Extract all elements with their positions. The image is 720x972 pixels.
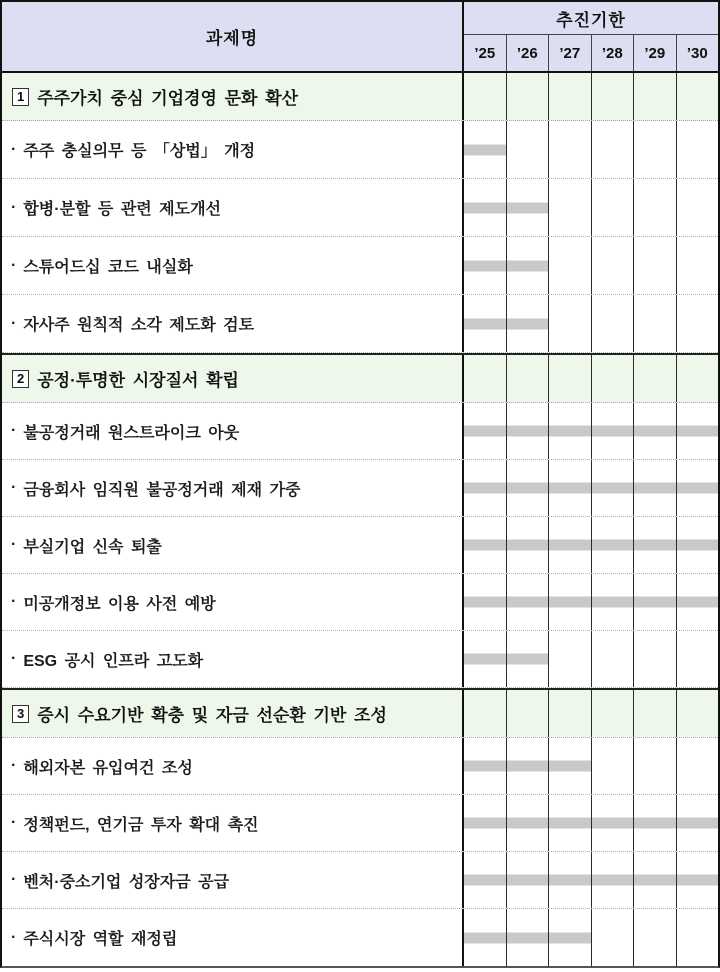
task-column-header: 과제명 (205, 29, 259, 48)
section-number-box: 1 (12, 88, 29, 106)
section-title-text: 증시 수요기반 확충 및 자금 선순환 기반 조성 (37, 706, 387, 725)
timeline-cells (462, 795, 718, 851)
task-label-cell (2, 460, 462, 516)
task-label-cell (2, 121, 462, 178)
timeline-cells (462, 403, 718, 459)
task-bullet: · (11, 479, 17, 496)
section-row-1 (2, 73, 718, 121)
task-label: ESG 공시 인프라 고도화 (23, 652, 204, 670)
task-label: 불공정거래 원스트라이크 아웃 (23, 424, 240, 442)
task-label-cell (2, 738, 462, 794)
task-label: 해외자본 유입여건 조성 (23, 759, 193, 777)
task-label-cell (2, 237, 462, 294)
task-bullet: · (11, 256, 17, 274)
task-label-cell (2, 295, 462, 352)
timeline-cells (462, 909, 718, 966)
task-label: 자사주 원칙적 소각 제도화 검토 (23, 317, 255, 334)
section-title-text: 주주가치 중심 기업경영 문화 확산 (37, 89, 299, 108)
task-label-cell (2, 517, 462, 573)
task-label: 스튜어드십 코드 내실화 (23, 259, 193, 276)
task-bullet: · (11, 140, 17, 158)
year-header-cell-29: ’29 (633, 35, 676, 71)
timeline-cells (462, 574, 718, 630)
task-label: 금융회사 임직원 불공정거래 제재 가중 (23, 481, 301, 499)
task-bullet: · (11, 928, 17, 946)
task-label: 정책펀드, 연기금 투자 확대 촉진 (23, 816, 259, 834)
task-bullet: · (11, 650, 17, 667)
task-bullet: · (11, 422, 17, 439)
table-header (2, 2, 718, 73)
section-title-text: 공정·투명한 시장질서 확립 (37, 371, 239, 390)
timeline-cells (462, 460, 718, 516)
timeline-title: 추진기한 (464, 2, 718, 35)
task-label-cell (2, 179, 462, 236)
task-row (2, 237, 718, 295)
task-row (2, 574, 718, 631)
task-bullet: · (11, 314, 17, 332)
task-row (2, 403, 718, 460)
section-row-2 (2, 353, 718, 403)
task-row (2, 121, 718, 179)
task-label: 벤처·중소기업 성장자금 공급 (23, 873, 230, 891)
section-title-1 (2, 73, 462, 120)
timeline-cells (462, 631, 718, 687)
timeline-cells (462, 355, 718, 402)
year-header-cell-26: ’26 (506, 35, 549, 71)
section-title-2 (2, 355, 462, 402)
section-number-box: 3 (12, 705, 29, 723)
timeline-cells (462, 179, 718, 236)
timeline-header (462, 2, 718, 71)
timeline-cells (462, 73, 718, 120)
task-label: 미공개정보 이용 사전 예방 (23, 595, 216, 613)
task-label: 부실기업 신속 퇴출 (23, 538, 162, 556)
task-label-cell (2, 909, 462, 966)
task-row (2, 179, 718, 237)
task-label-cell (2, 852, 462, 908)
task-bullet: · (11, 536, 17, 553)
task-label-cell (2, 631, 462, 687)
year-header-cell-27: ’27 (548, 35, 591, 71)
section-number-box: 2 (12, 370, 29, 388)
year-header-cell-28: ’28 (591, 35, 634, 71)
task-row (2, 795, 718, 852)
timeline-cells (462, 295, 718, 352)
year-header-cell-25: ’25 (474, 44, 496, 62)
task-label: 주주 충실의무 등 「상법」 개정 (23, 143, 256, 160)
timeline-cells (462, 517, 718, 573)
task-bullet: · (11, 198, 17, 216)
task-label: 주식시장 역할 재정립 (23, 931, 178, 948)
year-header-row (464, 35, 718, 71)
task-row (2, 909, 718, 966)
task-row (2, 852, 718, 909)
timeline-cells (462, 690, 718, 737)
timeline-cells (462, 738, 718, 794)
section-title-3 (2, 690, 462, 737)
timeline-cells (462, 237, 718, 294)
task-bullet: · (11, 757, 17, 774)
timeline-cells (462, 121, 718, 178)
task-label-cell (2, 574, 462, 630)
task-row (2, 738, 718, 795)
task-row (2, 517, 718, 574)
task-row (2, 295, 718, 353)
task-bullet: · (11, 593, 17, 610)
task-row (2, 460, 718, 517)
task-label: 합병·분할 등 관련 제도개선 (23, 201, 222, 218)
year-header-cell-30: ’30 (676, 35, 719, 71)
timeline-cells (462, 852, 718, 908)
task-label-cell (2, 403, 462, 459)
task-label-cell (2, 795, 462, 851)
task-bullet: · (11, 814, 17, 831)
task-row (2, 631, 718, 688)
section-row-3 (2, 688, 718, 738)
task-bullet: · (11, 871, 17, 888)
